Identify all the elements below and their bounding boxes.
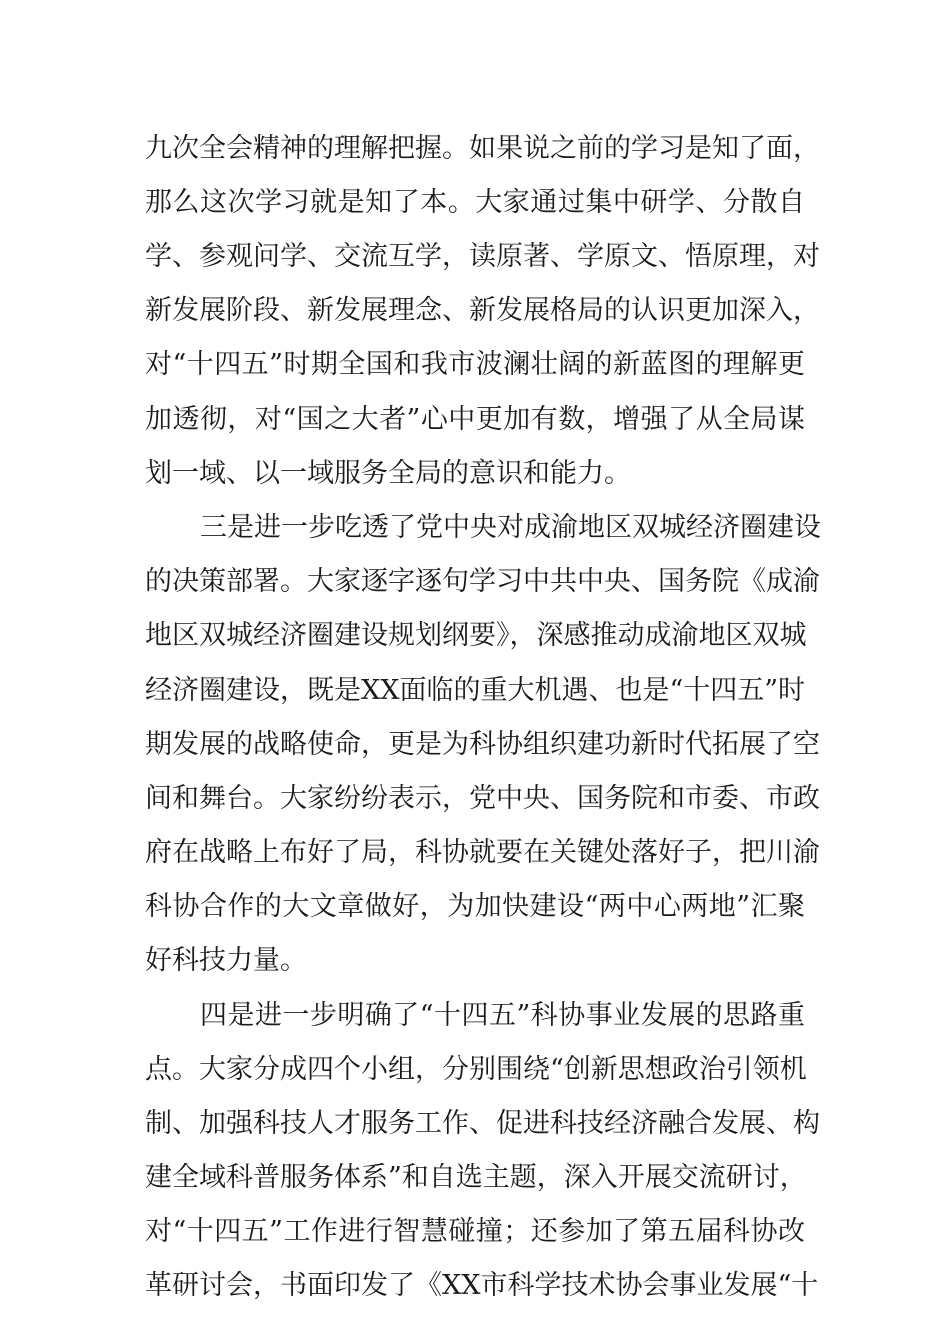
text-line: 那么这次学习就是知了本。大家通过集中研学、分散自 xyxy=(145,187,805,218)
text-line: 间和舞台。大家纷纷表示，党中央、国务院和市委、市政 xyxy=(145,783,820,814)
text-line: 地区双城经济圈建设规划纲要》，深感推动成渝地区双城 xyxy=(145,620,807,651)
text-line: 九次全会精神的理解把握。如果说之前的学习是知了面， xyxy=(145,133,820,164)
text-line: 经济圈建设，既是XX面临的重大机遇、也是“十四五”时 xyxy=(145,675,806,706)
paragraph-start-line: 四是进一步明确了“十四五”科协事业发展的思路重 xyxy=(200,1000,805,1031)
text-line: 府在战略上布好了局，科协就要在关键处落好子，把川渝 xyxy=(145,837,820,868)
text-line: 划一域、以一域服务全局的意识和能力。 xyxy=(145,458,631,489)
text-line: 点。大家分成四个小组，分别围绕“创新思想政治引领机 xyxy=(145,1054,807,1085)
text-line: 对“十四五”工作进行智慧碰撞；还参加了第五届科协改 xyxy=(145,1216,805,1247)
paragraph-start-line: 三是进一步吃透了党中央对成渝地区双城经济圈建设 xyxy=(200,512,821,543)
text-line: 革研讨会，书面印发了《XX市科学技术协会事业发展“十 xyxy=(145,1270,819,1301)
text-line: 的决策部署。大家逐字逐句学习中共中央、国务院《成渝 xyxy=(145,566,820,597)
text-line: 制、加强科技人才服务工作、促进科技经济融合发展、构 xyxy=(145,1108,820,1139)
text-line: 好科技力量。 xyxy=(145,945,307,976)
text-line: 新发展阶段、新发展理念、新发展格局的认识更加深入， xyxy=(145,295,820,326)
text-line: 期发展的战略使命，更是为科协组织建功新时代拓展了空 xyxy=(145,729,820,760)
text-line: 建全域科普服务体系”和自选主题，深入开展交流研讨， xyxy=(145,1162,807,1193)
text-line: 加透彻，对“国之大者”心中更加有数，增强了从全局谋 xyxy=(145,404,805,435)
text-line: 学、参观问学、交流互学，读原著、学原文、悟原理，对 xyxy=(145,241,820,272)
text-line: 科协合作的大文章做好，为加快建设“两中心两地”汇聚 xyxy=(145,891,805,922)
text-line: 对“十四五”时期全国和我市波澜壮阔的新蓝图的理解更 xyxy=(145,349,805,380)
